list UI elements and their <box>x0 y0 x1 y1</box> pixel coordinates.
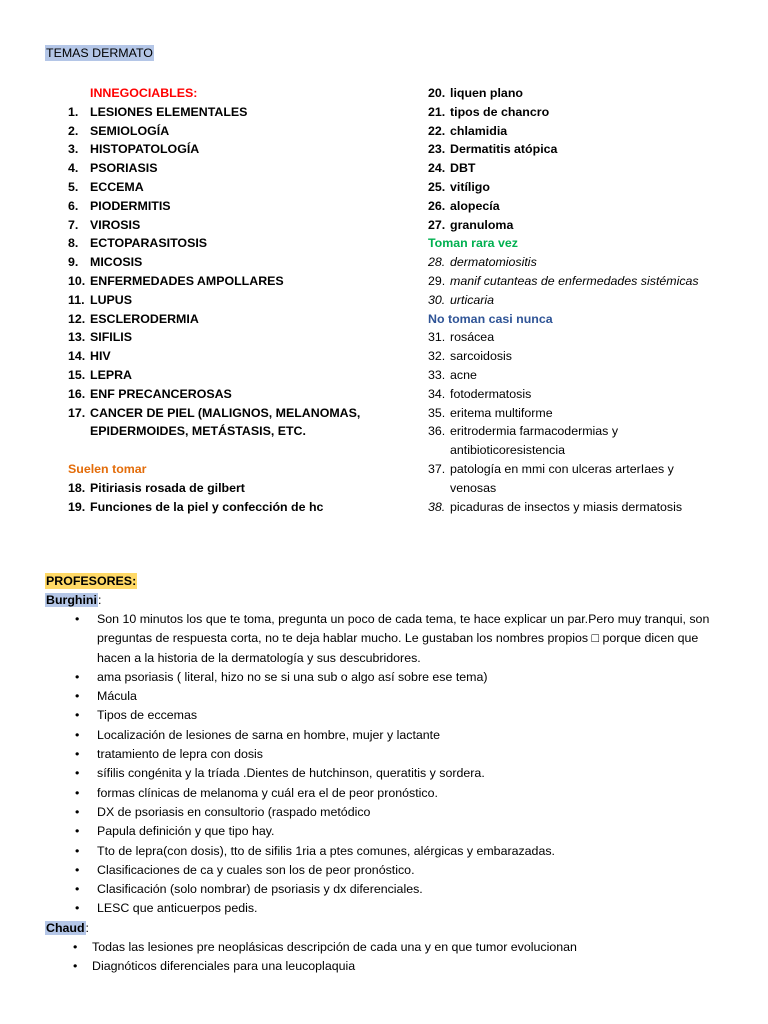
bullet-item: • Son 10 minutos los que te toma, pregunta un poco de cada tema, te hace explicar un par.Pero muy tranqui, son preguntas de respuesta corta, no te deja hablar mucho. Le gustaban los nombres propios □ porque dicen que hacen a la historia de la dermatología y sus descubridores. <box>45 610 735 668</box>
section-innegociables: INNEGOCIABLES: <box>90 86 198 100</box>
section-suelen-tomar: Suelen tomar <box>68 461 147 476</box>
list-item: 30. urticaria <box>428 292 495 307</box>
list-item: 6. PIODERMITIS <box>68 198 171 213</box>
list-item: 34. fotodermatosis <box>428 386 532 401</box>
list-item: EPIDERMOIDES, METÁSTASIS, ETC. <box>90 424 306 439</box>
list-item: 29. manif cutanteas de enfermedades sistémicas <box>428 273 699 288</box>
list-item: 31. rosácea <box>428 330 495 345</box>
right-column <box>428 84 728 516</box>
bullet-item: • LESC que anticuerpos pedis. <box>45 899 735 918</box>
profesores-section: PROFESORES: Burghini: • Son 10 minutos los que te toma, pregunta un poco de cada tema, te hace explicar un par.Pero muy tranqui, son preguntas de respuesta corta, no te deja hablar mucho. Le gustaban los nombres propios □ porque dicen que hacen a la historia de la dermatología y sus descubridores. • ama psoriasis ( literal, hizo no se si una sub o algo así sobre ese tema) • Mácula • Tipos de eccemas • Localización de lesiones de sarna en hombre, mujer y lactante • tratamiento de lepra con dosis • sífilis congénita y la tríada .Dientes de hutchinson, queratitis y sordera. • formas clínicas de melanoma y cuál era el de peor pronóstico. • DX de psoriasis en consultorio (raspado metódico • Papula definición y que tipo hay. • Tto de lepra(con dosis), tto de sifilis 1ria a ptes comunes, alérgicas y embarazadas. • Clasificaciones de ca y cuales son los de peor pronóstico. • Clasificación (solo nombrar) de psoriasis y dx diferenciales. • LESC que anticuerpos pedis. Chaud: • Todas las lesiones pre neoplásicas descripción de cada una y en que tumor evolucionan • Diagnóticos diferenciales para una leucoplaquia <box>45 572 735 976</box>
bullet-item: • formas clínicas de melanoma y cuál era el de peor pronóstico. <box>45 784 735 803</box>
bullet-item: • Mácula <box>45 687 735 706</box>
list-item: 18. Pitiriasis rosada de gilbert <box>68 480 245 495</box>
section-no-toman-casi-nunca: No toman casi nunca <box>428 311 553 326</box>
bullet-item: • Diagnóticos diferenciales para una leucoplaquia <box>45 957 735 976</box>
bullet-item: • Localización de lesiones de sarna en hombre, mujer y lactante <box>45 726 735 745</box>
list-item: 11. LUPUS <box>68 292 132 307</box>
bullet-item: • Todas las lesiones pre neoplásicas descripción de cada una y en que tumor evolucionan <box>45 938 735 957</box>
list-item: 33. acne <box>428 367 477 382</box>
bullet-item: • Tipos de eccemas <box>45 706 735 725</box>
list-item: 13. SIFILIS <box>68 330 132 345</box>
list-item: 16. ENF PRECANCEROSAS <box>68 386 232 401</box>
list-item: 32. sarcoidosis <box>428 349 512 364</box>
list-item: 36. eritrodermia farmacodermias y antibioticoresistencia <box>428 424 619 458</box>
section-toman-rara-vez: Toman rara vez <box>428 236 518 251</box>
list-item: 2. SEMIOLOGÍA <box>68 123 170 138</box>
list-item: 14. HIV <box>68 349 111 364</box>
list-item: 27. granuloma <box>428 217 514 232</box>
left-column <box>68 84 413 516</box>
list-item: 5. ECCEMA <box>68 179 144 194</box>
list-item: 35. eritema multiforme <box>428 405 553 420</box>
list-item: 4. PSORIASIS <box>68 161 158 176</box>
list-item: 37. patología en mmi con ulceras arterIaes y venosas <box>428 461 674 495</box>
list-item: 15. LEPRA <box>68 367 132 382</box>
bullet-item: • ama psoriasis ( literal, hizo no se si una sub o algo así sobre ese tema) <box>45 668 735 687</box>
list-item: 25. vitíligo <box>428 179 490 194</box>
list-item: 9. MICOSIS <box>68 255 143 270</box>
document-title <box>45 46 154 60</box>
bullet-item: • Tto de lepra(con dosis), tto de sifilis 1ria a ptes comunes, alérgicas y embarazadas. <box>45 842 735 861</box>
list-item: 10. ENFERMEDADES AMPOLLARES <box>68 273 284 288</box>
teacher-name-chaud: Chaud <box>46 920 85 935</box>
title-text: TEMAS DERMATO <box>46 46 153 60</box>
list-item: 17. CANCER DE PIEL (MALIGNOS, MELANOMAS, <box>68 405 361 420</box>
list-item: 1. LESIONES ELEMENTALES <box>68 104 248 119</box>
list-item: 20. liquen plano <box>428 86 523 100</box>
list-item: 38. picaduras de insectos y miasis dermatosis <box>428 499 683 514</box>
list-item: 26. alopecía <box>428 198 500 213</box>
list-item: 12. ESCLERODERMIA <box>68 311 199 326</box>
list-item: 24. DBT <box>428 161 476 176</box>
list-item: 3. HISTOPATOLOGÍA <box>68 142 200 157</box>
bullet-item: • Papula definición y que tipo hay. <box>45 822 735 841</box>
list-item: 22. chlamidia <box>428 123 508 138</box>
list-item: 19. Funciones de la piel y confección de hc <box>68 499 324 514</box>
bullet-item: • Clasificación (solo nombrar) de psoriasis y dx diferenciales. <box>45 880 735 899</box>
list-item: 21. tipos de chancro <box>428 104 550 119</box>
teacher-name-burghini: Burghini <box>46 593 97 607</box>
bullet-item: • sífilis congénita y la tríada .Dientes de hutchinson, queratitis y sordera. <box>45 764 735 783</box>
list-item: 23. Dermatitis atópica <box>428 142 558 157</box>
list-item: 7. VIROSIS <box>68 217 141 232</box>
profesores-heading: PROFESORES: <box>46 574 137 588</box>
bullet-item: • DX de psoriasis en consultorio (raspado metódico <box>45 803 735 822</box>
bullet-item: • tratamiento de lepra con dosis <box>45 745 735 764</box>
list-item: 28. dermatomiositis <box>428 255 537 270</box>
bullet-item: • Clasificaciones de ca y cuales son los de peor pronóstico. <box>45 861 735 880</box>
list-item: 8. ECTOPARASITOSIS <box>68 236 208 251</box>
